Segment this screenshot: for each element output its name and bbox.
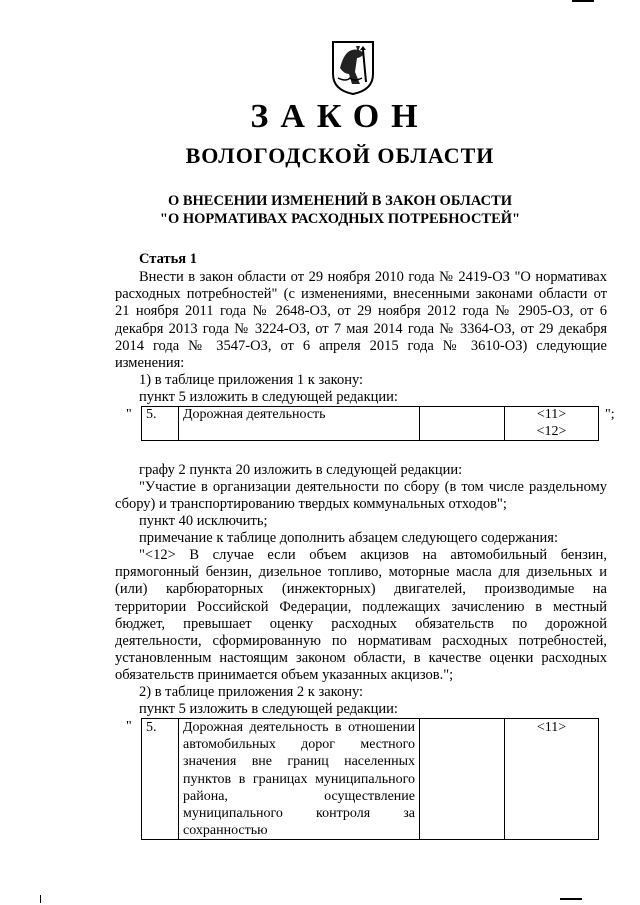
table1-open-quote: " [126,407,132,422]
graph-2-instruction: графу 2 пункта 20 изложить в следующей редакции: [139,462,463,478]
table1-note-11: <11> [536,407,567,422]
law-title: ЗАКОН [250,98,430,135]
article-heading: Статья 1 [139,251,197,267]
item-2-sub: пункт 5 изложить в следующей редакции: [139,701,398,717]
coat-of-arms-icon [330,38,376,96]
table2-empty [420,719,505,840]
scan-mark-top [572,0,594,2]
table1-num: 5. [142,407,179,441]
table2-name: Дорожная деятельность в отношении автомобильных дорог местного значения вне границ населенных пунктов в границах муниципального района, осуществление муниципального контроля за сохранностью [179,719,420,840]
table-row [142,719,599,840]
table-1 [141,406,599,441]
region-title: ВОЛОГОДСКОЙ ОБЛАСТИ [185,143,495,168]
note-intro: примечание к таблице дополнить абзацем следующего содержания: [139,530,558,546]
item-1: 1) в таблице приложения 1 к закону: [139,372,364,388]
graph-2-text: "Участие в организации деятельности по сбору (в том числе раздельному сбору) и транспортированию твердых коммунальных отходов"; [115,479,607,513]
table-2 [141,718,599,840]
subtitle-line-2: "О НОРМАТИВАХ РАСХОДНЫХ ПОТРЕБНОСТЕЙ" [159,211,521,227]
table1-name: Дорожная деятельность [179,407,420,441]
note-text: "<12> В случае если объем акцизов на автомобильный бензин, прямогонный бензин, дизельное топливо, моторные масла для дизельных и (или) карбюраторных (инжекторных) двигателей, производимые на территории Российской Федерации, подлежащих зачислению в местный бюджет, превышает оценку расходных обязательств по дорожной деятельности, сформированную по нормативам расходных потребностей, установленным настоящим законом области, в качестве оценки расходных обязательств принимается объем указанных акцизов."; [115,547,607,684]
table1-close-quote: "; [605,407,615,422]
law-subtitle [0,192,640,228]
point-40: пункт 40 исключить; [139,513,268,529]
table1-empty [420,407,505,441]
table1-notes [505,407,599,441]
table2-open-quote: " [126,719,132,734]
table1-note-12: <12> [536,423,567,439]
article-intro: Внести в закон области от 29 ноября 2010 года № 2419-ОЗ "О нормативах расходных потребностей" (с изменениями, внесенными законами области от 21 ноября 2011 года № 2648-ОЗ, от 29 ноября 2012 года № 2905-ОЗ, от 6 декабря 2013 года № 3224-ОЗ, от 7 мая 2014 года № 3364-ОЗ, от 29 декабря 2014 года № 3547-ОЗ, от 6 апреля 2015 года № 3610-ОЗ) следующие изменения: [115,269,607,372]
table2-notes: <11> [505,719,599,840]
table2-num: 5. [142,719,179,840]
scan-mark-bottom [560,898,582,900]
subtitle-line-1: О ВНЕСЕНИИ ИЗМЕНЕНИЙ В ЗАКОН ОБЛАСТИ [167,193,513,209]
item-2: 2) в таблице приложения 2 к закону: [139,684,364,700]
item-1-sub: пункт 5 изложить в следующей редакции: [139,389,398,405]
scan-mark-left [40,895,41,903]
table-row [142,407,599,441]
